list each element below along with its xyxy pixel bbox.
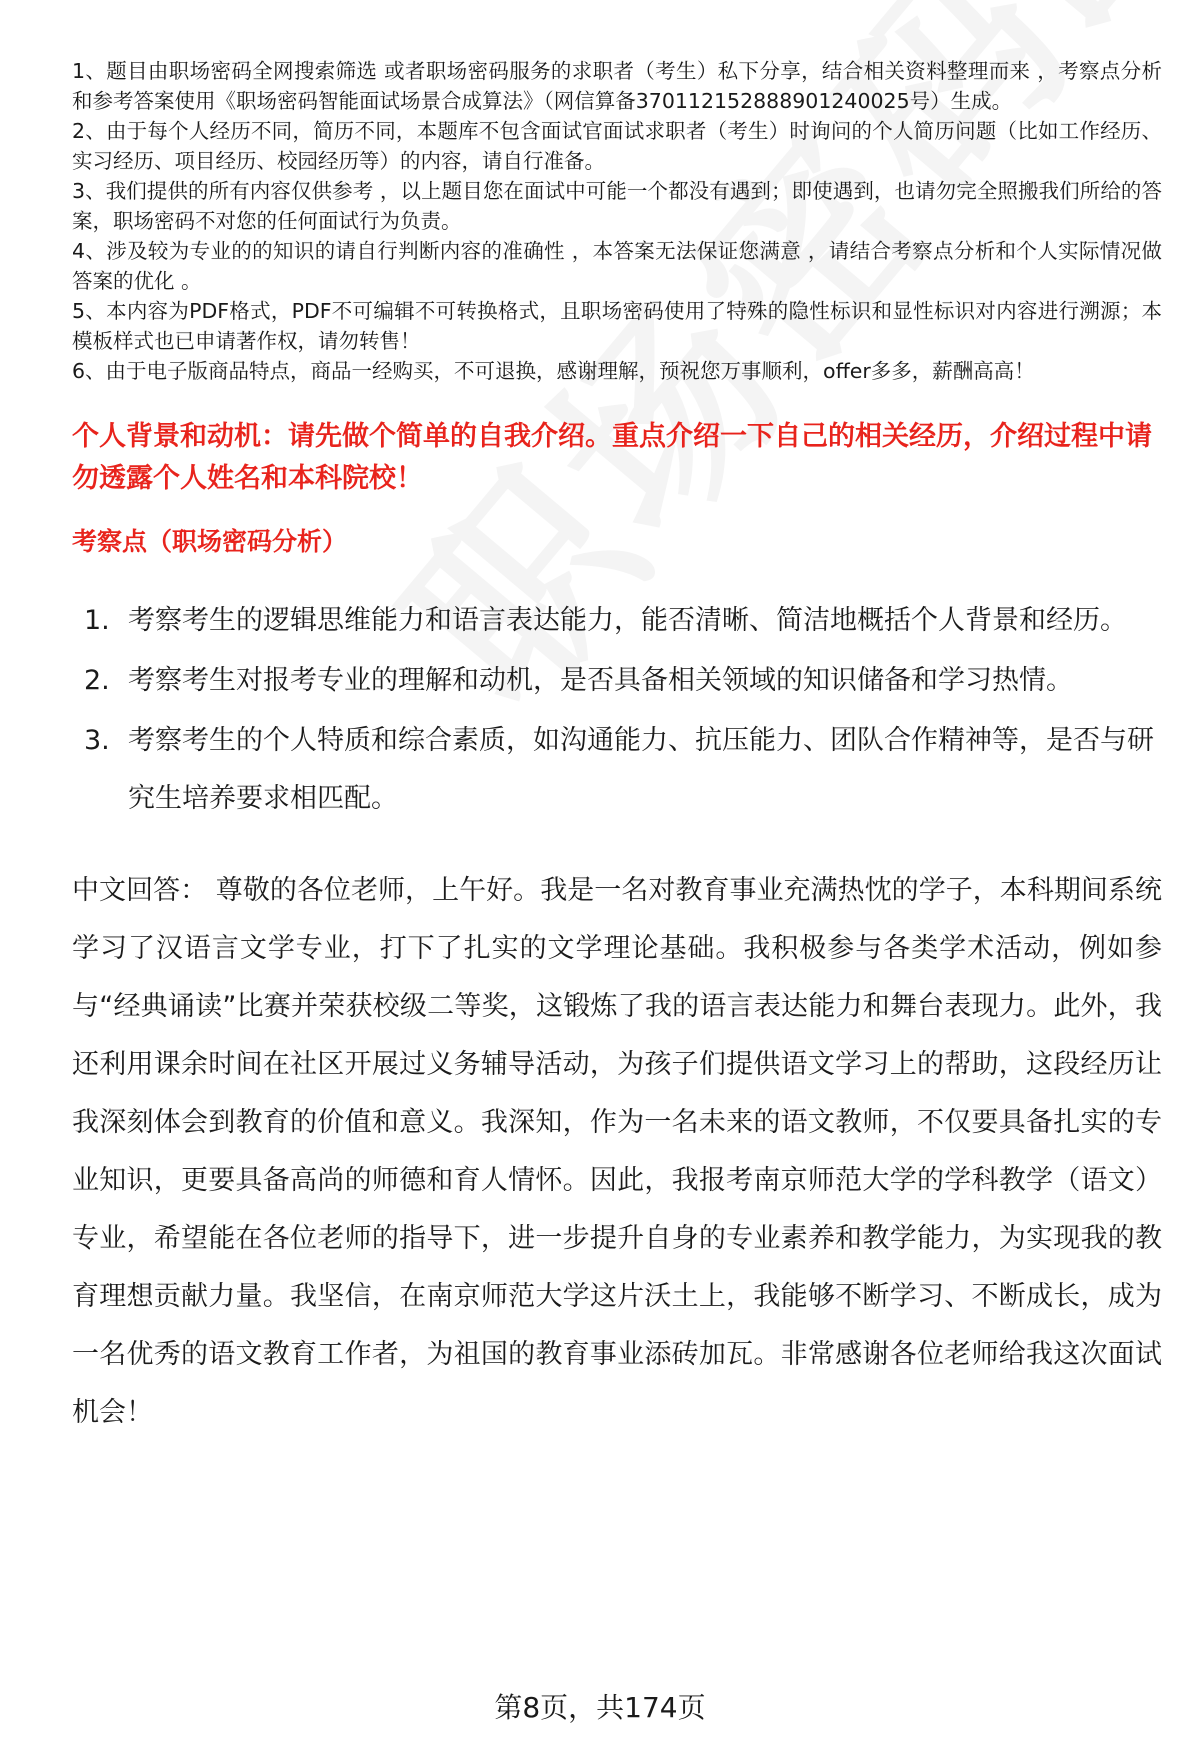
point-text: 考察考生的逻辑思维能力和语言表达能力，能否清晰、简洁地概括个人背景和经历。 — [128, 605, 1127, 636]
disclaimer-notes — [72, 56, 1162, 386]
point-text: 考察考生的个人特质和综合素质，如沟通能力、抗压能力、团队合作精神等，是否与研究生培养要求相匹配。 — [128, 725, 1154, 814]
interview-question: 个人背景和动机：请先做个简单的自我介绍。重点介绍一下自己的相关经历，介绍过程中请勿透露个人姓名和本科院校！ — [72, 421, 1152, 494]
point-text: 考察考生对报考专业的理解和动机，是否具备相关领域的知识储备和学习热情。 — [128, 665, 1073, 696]
analysis-point — [72, 652, 1162, 710]
point-number: 3. — [84, 725, 110, 756]
note-item: 2、由于每个人经历不同，简历不同，本题库不包含面试官面试求职者（考生）时询问的个人简历问题（比如工作经历、实习经历、项目经历、校园经历等）的内容，请自行准备。 — [72, 119, 1162, 173]
analysis-points — [72, 592, 1162, 828]
document-page — [72, 56, 1162, 1442]
point-number: 2. — [84, 665, 110, 696]
analysis-heading: 考察点（职场密码分析） — [72, 527, 348, 556]
note-item: 6、由于电子版商品特点，商品一经购买，不可退换，感谢理解，预祝您万事顺利，offer多多，薪酬高高！ — [72, 359, 1035, 383]
note-item: 5、本内容为PDF格式，PDF不可编辑不可转换格式，且职场密码使用了特殊的隐性标识和显性标识对内容进行溯源；本模板样式也已申请著作权，请勿转售！ — [72, 299, 1162, 353]
analysis-point — [72, 712, 1162, 828]
analysis-point — [72, 592, 1162, 650]
note-item: 3、我们提供的所有内容仅供参考 ，以上题目您在面试中可能一个都没有遇到；即使遇到，也请勿完全照搬我们所给的答案，职场密码不对您的任何面试行为负责。 — [72, 179, 1162, 233]
page-number: 第8页，共174页 — [494, 1691, 706, 1724]
answer-paragraph: 中文回答： 尊敬的各位老师，上午好。我是一名对教育事业充满热忱的学子，本科期间系统学习了汉语言文学专业，打下了扎实的文学理论基础。我积极参与各类学术活动，例如参与“经典诵读”比赛并荣获校级二等奖，这锻炼了我的语言表达能力和舞台表现力。此外，我还利用课余时间在社区开展过义务辅导活动，为孩子们提供语文学习上的帮助，这段经历让我深刻体会到教育的价值和意义。我深知，作为一名未来的语文教师，不仅要具备扎实的专业知识，更要具备高尚的师德和育人情怀。因此，我报考南京师范大学的学科教学（语文）专业，希望能在各位老师的指导下，进一步提升自身的专业素养和教学能力，为实现我的教育理想贡献力量。我坚信，在南京师范大学这片沃土上，我能够不断学习、不断成长，成为一名优秀的语文教育工作者，为祖国的教育事业添砖加瓦。非常感谢各位老师给我这次面试机会！ — [72, 875, 1162, 1428]
point-number: 1. — [84, 605, 110, 636]
note-item: 4、涉及较为专业的的知识的请自行判断内容的准确性 ，本答案无法保证您满意 ，请结合考察点分析和个人实际情况做答案的优化 。 — [72, 239, 1162, 293]
note-item: 1、题目由职场密码全网搜索筛选 或者职场密码服务的求职者（考生）私下分享，结合相关资料整理而来 ，考察点分析和参考答案使用《职场密码智能面试场景合成算法》（网信算备370112152888901240025号）生成。 — [72, 59, 1162, 113]
